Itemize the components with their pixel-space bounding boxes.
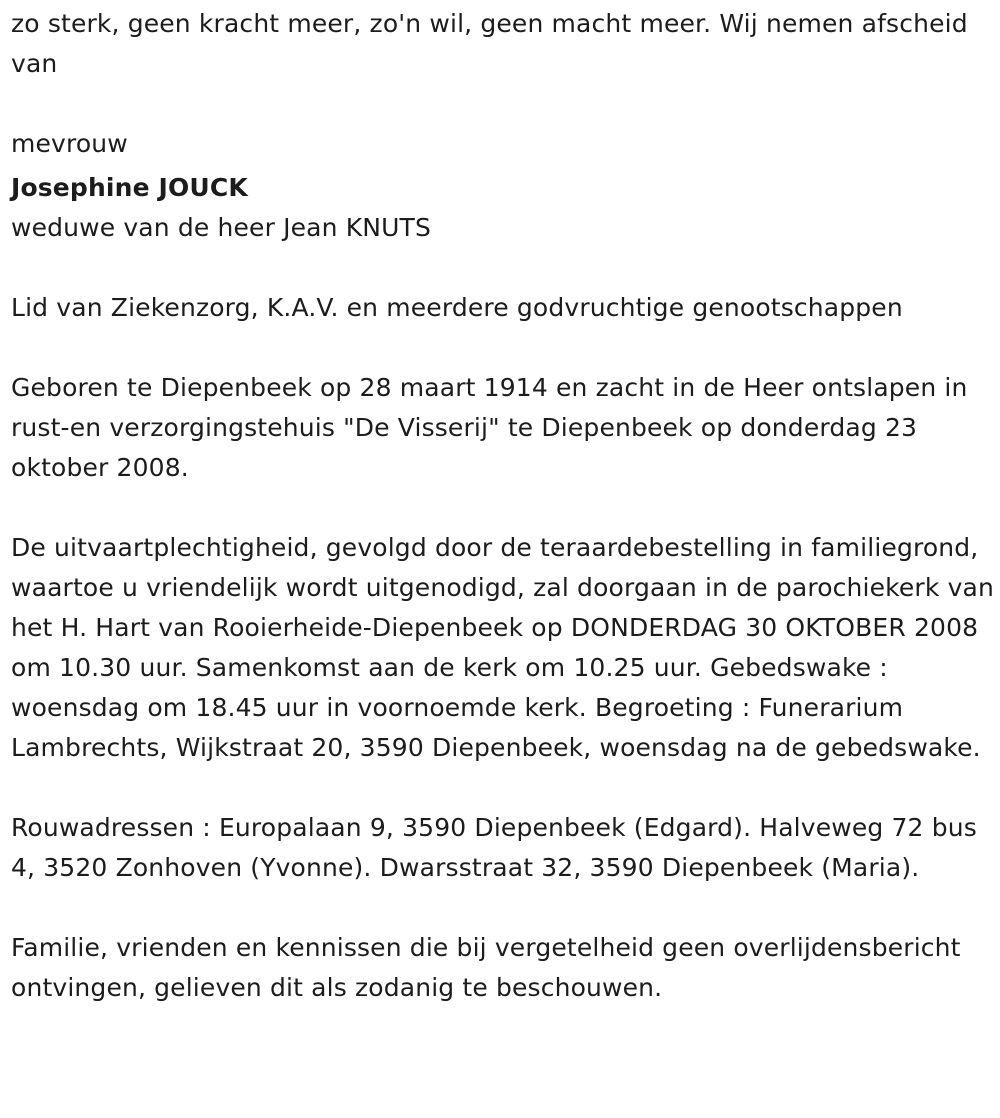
spacer (11, 488, 996, 528)
closing-text: Familie, vrienden en kennissen die bij vergetelheid geen overlijdensbericht ontvingen, gelieven dit als zodanig te beschouwen. (11, 933, 961, 1002)
birth-death-text: Geboren te Diepenbeek op 28 maart 1914 en zacht in de Heer ontslapen in rust-en verzorgingstehuis "De Visserij" te Diepenbeek op donderdag 23 oktober 2008. (11, 373, 968, 482)
opening-text: zo sterk, geen kracht meer, zo'n wil, geen macht meer. Wij nemen afscheid van (11, 9, 968, 78)
spacer (11, 84, 996, 124)
membership-text: Lid van Ziekenzorg, K.A.V. en meerdere godvruchtige genootschappen (11, 293, 903, 322)
salutation: mevrouw (11, 129, 128, 158)
spacer (11, 328, 996, 368)
widow-of-line: weduwe van de heer Jean KNUTS (11, 213, 431, 242)
spacer (11, 248, 996, 288)
spacer (11, 888, 996, 928)
mourning-addresses-text: Rouwadressen : Europalaan 9, 3590 Diepenbeek (Edgard). Halveweg 72 bus 4, 3520 Zonhoven (Yvonne). Dwarsstraat 32, 3590 Diepenbeek (Maria). (11, 813, 977, 882)
obituary-notice (11, 4, 996, 1008)
spacer (11, 768, 996, 808)
funeral-details-text: De uitvaartplechtigheid, gevolgd door de teraardebestelling in familiegrond, waartoe u vriendelijk wordt uitgenodigd, zal doorgaan in de parochiekerk van het H. Hart van Rooierheide-Diepenbeek op DONDERDAG 30 OKTOBER 2008 om 10.30 uur. Samenkomst aan de kerk om 10.25 uur. Gebedswake : woensdag om 18.45 uur in voornoemde kerk. Begroeting : Funerarium Lambrechts, Wijkstraat 20, 3590 Diepenbeek, woensdag na de gebedswake. (11, 533, 994, 762)
deceased-name: Josephine JOUCK (11, 173, 248, 202)
